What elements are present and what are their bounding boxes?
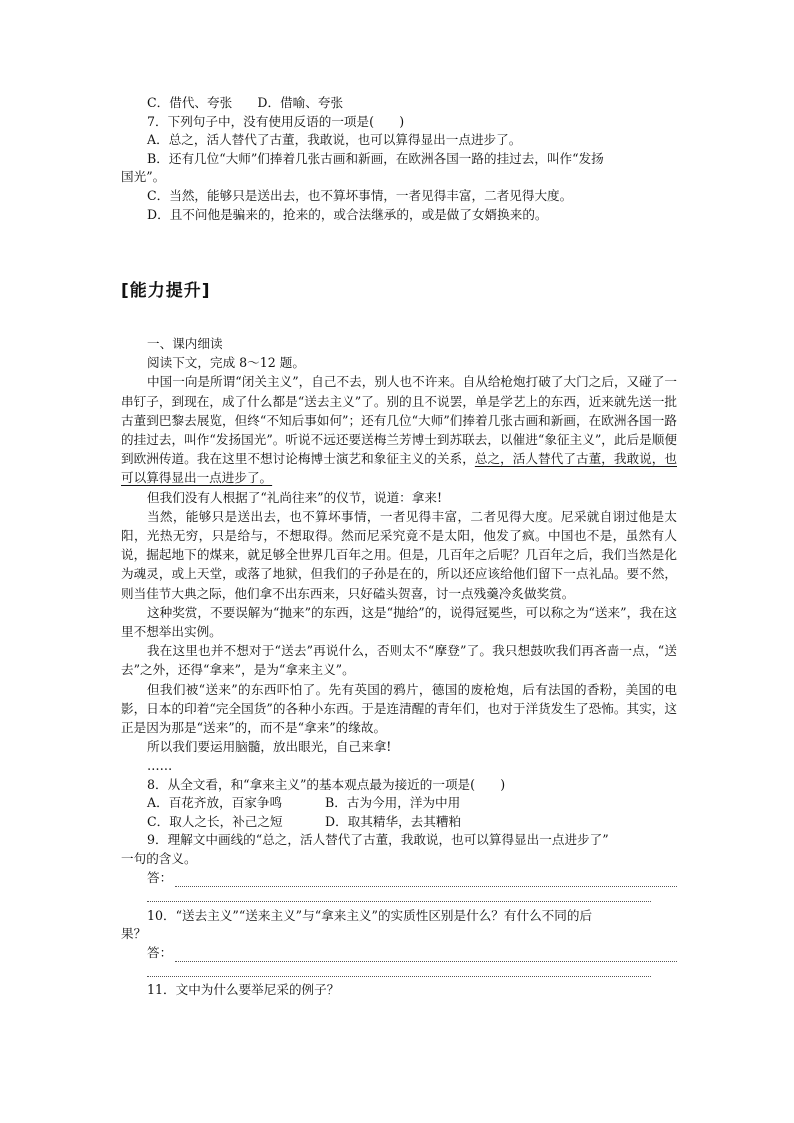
q7-stem: 7．下列句子中，没有使用反语的一项是( ) — [147, 113, 405, 129]
reading-section-title: 一、课内细读 — [147, 336, 223, 352]
reading-instruction: 阅读下文，完成 8～12 题。 — [147, 354, 305, 370]
q7-option-b-line1: B．还有几位“大师”们捧着几张古画和新画，在欧洲各国一路的挂过去，叫作“发扬 — [147, 150, 604, 166]
section-heading: [能力提升] — [121, 281, 211, 302]
q8-option-c: C．取人之长，补己之短 — [147, 813, 283, 829]
q10-stem-line2: 果？ — [121, 926, 147, 942]
passage-paragraph-2: 但我们没有人根据了“礼尚往来”的仪节，说道：拿来! — [147, 489, 442, 505]
q8-option-a: A．百花齐放，百家争鸣 — [147, 795, 283, 811]
question-10 — [121, 907, 677, 977]
question-7 — [121, 113, 677, 225]
q10-stem-line1: 10．“送去主义”“送来主义”与“拿来主义”的实质性区别是什么？有什么不同的后 — [147, 907, 593, 923]
passage-paragraph-4: 这种奖赏，不要误解为“抛来”的东西，这是“抛给”的，说得冠冕些，可以称之为“送来”，我在这里不想举出实例。 — [121, 604, 677, 639]
q8-option-b: B．古为今用，洋为中用 — [325, 795, 461, 811]
passage-ellipsis: …… — [147, 758, 173, 774]
q10-answer-line-2[interactable] — [147, 962, 651, 977]
q8-options-cd — [121, 813, 677, 832]
document-page — [121, 94, 677, 999]
passage-paragraph-7: 所以我们要运用脑髓，放出眼光，自己来拿! — [147, 739, 392, 755]
q8-options-ab — [121, 794, 677, 813]
q9-answer-line-1[interactable] — [175, 869, 677, 887]
q11-stem: 11．文中为什么要举尼采的例子？ — [147, 981, 340, 997]
q8-stem: 8．从全文看，和“拿来主义”的基本观点最为接近的一项是( ) — [147, 776, 506, 792]
q7-option-b-line2: 国光”。 — [121, 169, 166, 185]
passage-paragraph-3: 当然，能够只是送出去，也不算坏事情，一者见得丰富，二者见得大度。尼采就自诩过他是太阳，光热无穷，只是给与，不想取得。然而尼采究竟不是太阳，他发了疯。中国也不是，虽然有人说，掘起地下的煤来，就足够全世界几百年之用。但是，几百年之后呢？几百年之后，我们当然是化为魂灵，或上天堂，或落了地狱，但我们的子孙是在的，所以还应该给他们留下一点礼品。要不然，则当佳节大典之际，他们拿不出东西来，只好磕头贺喜，讨一点残羹冷炙做奖赏。 — [121, 508, 677, 601]
q8-option-d: D．取其精华，去其糟粕 — [325, 813, 462, 829]
q9-answer-label: 答： — [147, 869, 173, 885]
passage-paragraph-5: 我在这里也并不想对于“送去”再说什么，否则太不“摩登”了。我只想鼓吹我们再吝啬一点，“送去”之外，还得“拿来”，是为“拿来主义”。 — [121, 643, 677, 678]
q6-options-cd: C．借代、夸张 D．借喻、夸张 — [147, 95, 344, 110]
passage-paragraph-1 — [121, 372, 677, 487]
question-9 — [121, 831, 677, 901]
reading-passage — [121, 335, 677, 775]
q10-answer-line-1[interactable] — [175, 944, 677, 962]
q7-option-c: C．当然，能够只是送出去，也不算坏事情，一者见得丰富，二者见得大度。 — [147, 187, 573, 203]
underlined-sentence: 总之，活人替代了古董，我敢说，也可以算得显出一点进步了。 — [121, 451, 678, 486]
q9-stem-line1: 9．理解文中画线的“总之，活人替代了古董，我敢说，也可以算得显出一点进步了” — [147, 832, 609, 848]
q10-answer-area[interactable] — [121, 944, 677, 977]
question-8 — [121, 776, 677, 832]
q7-option-d: D．且不问他是骗来的，抢来的，或合法继承的，或是做了女婿换来的。 — [147, 206, 548, 222]
q7-option-a: A．总之，活人替代了古董，我敢说，也可以算得显出一点进步了。 — [147, 132, 522, 148]
q9-answer-line-2[interactable] — [147, 887, 651, 902]
q9-answer-area[interactable] — [121, 869, 677, 902]
passage-paragraph-6: 但我们被“送来”的东西吓怕了。先有英国的鸦片，德国的废枪炮，后有法国的香粉，美国的电影，日本的印着“完全国货”的各种小东西。于是连清醒的青年们，也对于洋货发生了恐怖。其实，这正是因为那是“送来”的，而不是“拿来”的缘故。 — [121, 681, 677, 735]
passage-paragraph-1-text: 中国一向是所谓“闭关主义”，自己不去，别人也不许来。自从给枪炮打破了大门之后，又碰了一串钉子，到现在，成了什么都是“送去主义”了。别的且不说罢，单是学艺上的东西，近来就先送一批古董到巴黎去展览，但终“不知后事如何”；还有几位“大师”们捧着几张古画和新画，在欧洲各国一路的挂过去，叫作“发扬国光”。听说不远还要送梅兰芳博士到苏联去，以催进“象征主义”，此后是顺便到欧洲传道。我在这里不想讨论梅博士演艺和象征主义的关系， — [121, 374, 677, 467]
q10-answer-label: 答： — [147, 944, 173, 960]
q9-stem-line2: 一句的含义。 — [121, 850, 197, 866]
